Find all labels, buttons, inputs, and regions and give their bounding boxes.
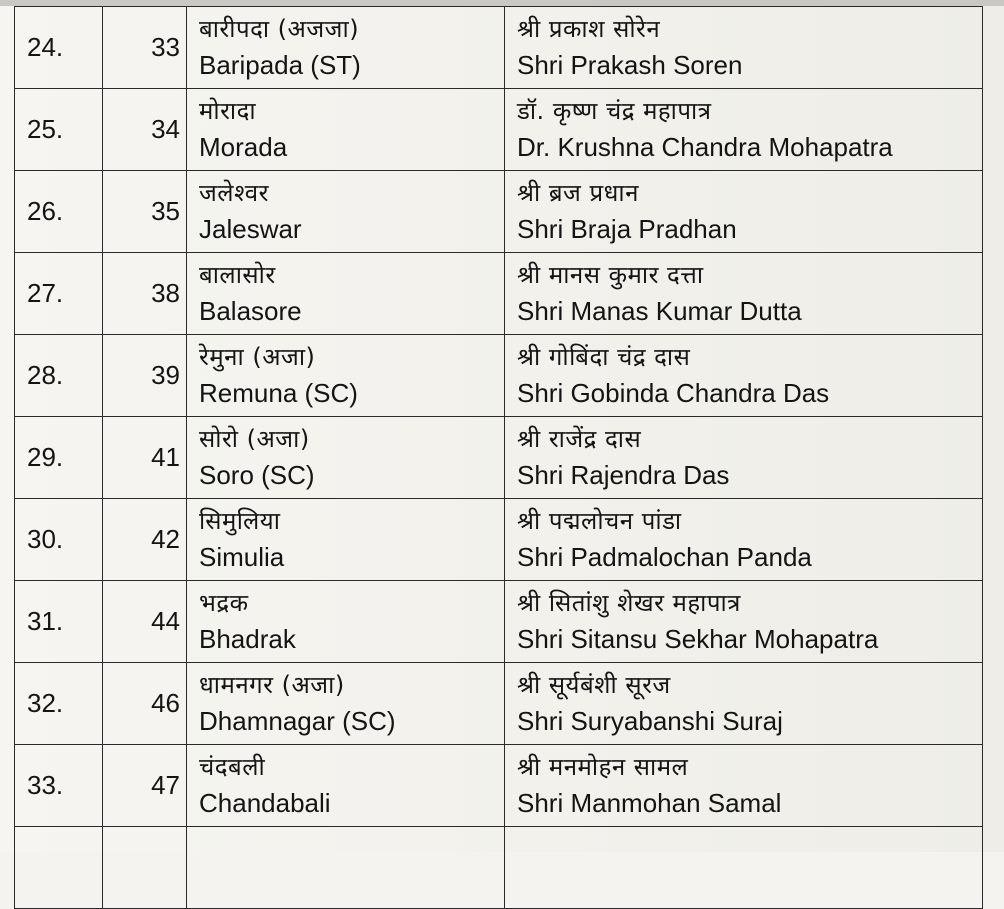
table-row (15, 171, 983, 253)
serial-number: 32. (15, 663, 103, 745)
constituency-name-hindi: रेमुना (अजा) (199, 342, 316, 371)
candidate-name-hindi: श्री पद्मलोचन पांडा (517, 506, 682, 535)
serial-number: 24. (15, 7, 103, 89)
candidate-name-english: Shri Padmalochan Panda (517, 541, 812, 572)
constituency-name-hindi: सिमुलिया (199, 506, 281, 535)
constituency-name-hindi: भद्रक (199, 588, 249, 617)
constituency-number: 35 (103, 171, 187, 253)
constituency-number: 38 (103, 253, 187, 335)
table-row (15, 253, 983, 335)
candidate-cell (505, 745, 983, 827)
candidate-name-english: Shri Manas Kumar Dutta (517, 295, 802, 326)
constituency-cell (187, 417, 505, 499)
candidate-name-hindi: श्री गोबिंदा चंद्र दास (517, 342, 691, 371)
candidate-name-hindi: श्री राजेंद्र दास (517, 424, 642, 453)
constituency-cell (187, 335, 505, 417)
constituency-name-hindi: जलेश्वर (199, 178, 269, 207)
constituency-cell (187, 89, 505, 171)
constituency-name-hindi: मोरादा (199, 96, 257, 125)
table-row (15, 89, 983, 171)
constituency-name-english: Jaleswar (199, 213, 302, 244)
serial-number: 28. (15, 335, 103, 417)
candidate-name-hindi: श्री प्रकाश सोरेन (517, 14, 661, 43)
candidate-name-hindi: श्री ब्रज प्रधान (517, 178, 639, 207)
candidate-cell (505, 253, 983, 335)
constituency-name-english: Bhadrak (199, 623, 296, 654)
table-row (15, 499, 983, 581)
constituency-number: 42 (103, 499, 187, 581)
constituency-name-english: Balasore (199, 295, 302, 326)
constituency-name-hindi: बारीपदा (अजजा) (199, 14, 360, 43)
candidate-name-english: Shri Prakash Soren (517, 49, 743, 80)
constituency-number: 44 (103, 581, 187, 663)
serial-number: 31. (15, 581, 103, 663)
constituency-number: 39 (103, 335, 187, 417)
serial-number: 30. (15, 499, 103, 581)
serial-number: 29. (15, 417, 103, 499)
constituency-number: 33 (103, 7, 187, 89)
candidate-cell (505, 499, 983, 581)
candidate-cell (505, 581, 983, 663)
serial-number: 33. (15, 745, 103, 827)
table-row (15, 663, 983, 745)
table-row (15, 745, 983, 827)
empty-cell (187, 827, 505, 909)
constituency-number: 34 (103, 89, 187, 171)
serial-number: 25. (15, 89, 103, 171)
constituency-name-english: Chandabali (199, 787, 331, 818)
candidate-cell (505, 663, 983, 745)
table-row (15, 335, 983, 417)
candidate-name-english: Dr. Krushna Chandra Mohapatra (517, 131, 893, 162)
candidate-name-english: Shri Rajendra Das (517, 459, 730, 490)
constituency-name-english: Morada (199, 131, 288, 162)
candidate-name-hindi: श्री सितांशु शेखर महापात्र (517, 588, 741, 617)
candidate-name-english: Shri Suryabanshi Suraj (517, 705, 783, 736)
candidate-cell (505, 335, 983, 417)
candidate-cell (505, 417, 983, 499)
constituency-name-english: Soro (SC) (199, 459, 315, 490)
candidate-cell (505, 171, 983, 253)
empty-cell (505, 827, 983, 909)
candidate-name-hindi: श्री सूर्यबंशी सूरज (517, 670, 671, 699)
constituency-number: 41 (103, 417, 187, 499)
table-row (15, 581, 983, 663)
candidate-name-hindi: श्री मानस कुमार दत्ता (517, 260, 704, 289)
constituency-number: 46 (103, 663, 187, 745)
constituency-cell (187, 171, 505, 253)
empty-cell (103, 827, 187, 909)
constituency-cell (187, 581, 505, 663)
candidate-name-english: Shri Braja Pradhan (517, 213, 737, 244)
constituency-name-english: Dhamnagar (SC) (199, 705, 396, 736)
candidate-name-english: Shri Manmohan Samal (517, 787, 782, 818)
constituency-name-english: Simulia (199, 541, 285, 572)
constituency-name-hindi: बालासोर (199, 260, 276, 289)
candidate-name-hindi: डॉ. कृष्ण चंद्र महापात्र (517, 96, 712, 125)
constituency-name-english: Remuna (SC) (199, 377, 358, 408)
constituency-name-hindi: धामनगर (अजा) (199, 670, 345, 699)
candidate-name-hindi: श्री मनमोहन सामल (517, 752, 689, 781)
constituency-number: 47 (103, 745, 187, 827)
candidate-table (14, 6, 983, 909)
constituency-name-hindi: चंदबली (199, 752, 266, 781)
table-row (15, 7, 983, 89)
table-row-cutoff (15, 827, 983, 909)
table-body (15, 7, 983, 909)
constituency-name-hindi: सोरो (अजा) (199, 424, 310, 453)
constituency-cell (187, 253, 505, 335)
constituency-cell (187, 745, 505, 827)
serial-number: 26. (15, 171, 103, 253)
candidate-cell (505, 7, 983, 89)
constituency-cell (187, 663, 505, 745)
empty-cell (15, 827, 103, 909)
candidate-cell (505, 89, 983, 171)
candidate-name-english: Shri Gobinda Chandra Das (517, 377, 830, 408)
table-row (15, 417, 983, 499)
constituency-name-english: Baripada (ST) (199, 49, 361, 80)
candidate-name-english: Shri Sitansu Sekhar Mohapatra (517, 623, 879, 654)
constituency-cell (187, 499, 505, 581)
constituency-cell (187, 7, 505, 89)
serial-number: 27. (15, 253, 103, 335)
